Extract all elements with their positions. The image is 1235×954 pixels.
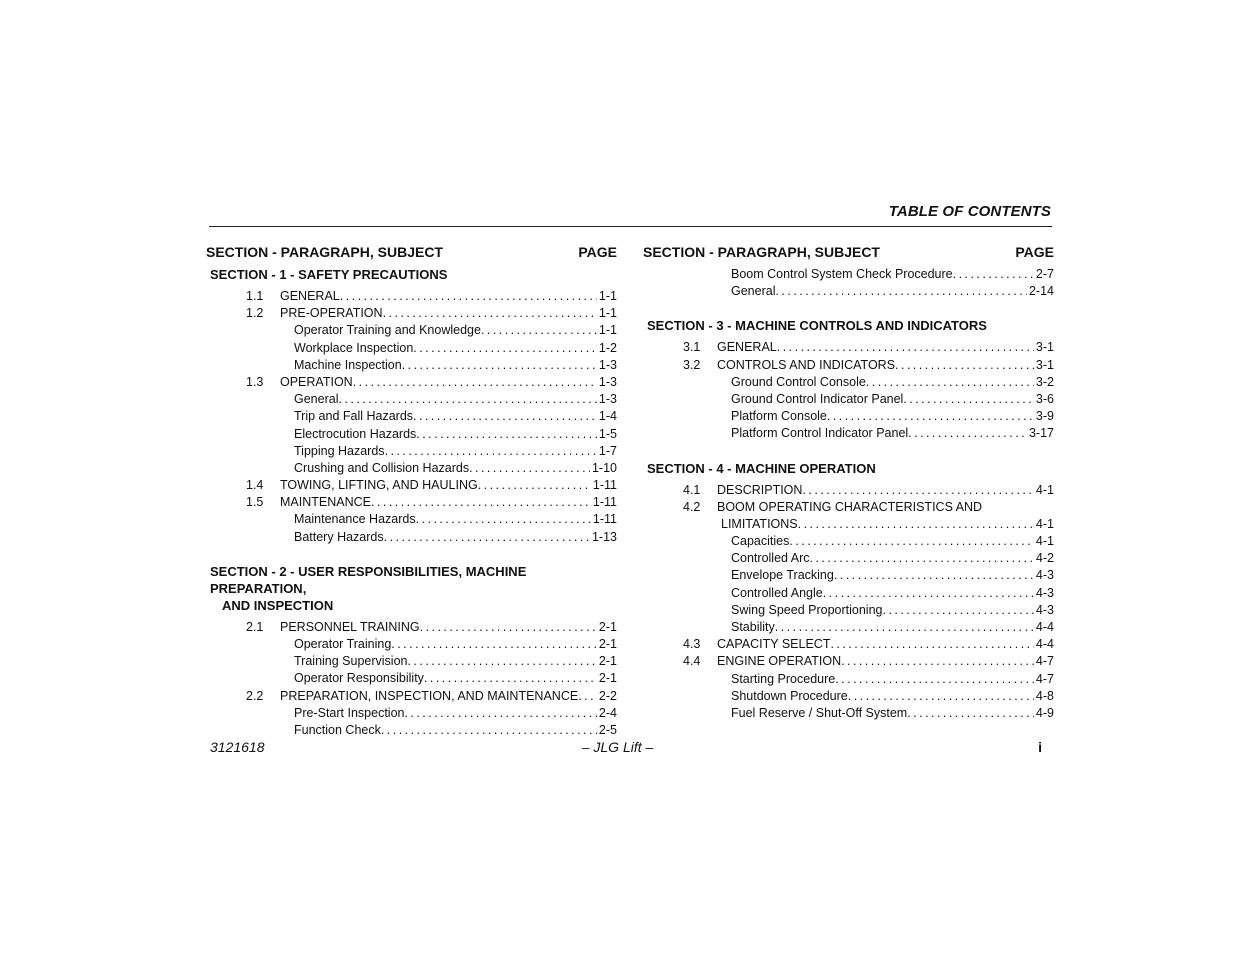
entry-line bbox=[731, 374, 1054, 391]
entry-label: CAPACITY SELECT bbox=[717, 637, 831, 652]
dot-leader bbox=[866, 374, 1034, 391]
entry-label: GENERAL bbox=[717, 340, 777, 355]
entry-line bbox=[280, 688, 617, 705]
entry-page: 1-5 bbox=[598, 426, 617, 441]
dot-leader bbox=[407, 653, 596, 670]
entry-line bbox=[294, 340, 617, 357]
toc-entry[interactable] bbox=[643, 602, 1054, 619]
dot-leader bbox=[383, 305, 597, 322]
section-title-cont: AND INSPECTION bbox=[222, 597, 334, 613]
toc-entry[interactable] bbox=[643, 374, 1054, 391]
toc-entry[interactable] bbox=[206, 688, 617, 705]
dot-leader bbox=[789, 533, 1034, 550]
dot-leader bbox=[478, 477, 591, 494]
toc-entry[interactable] bbox=[643, 688, 1054, 705]
entry-label: MAINTENANCE bbox=[280, 495, 371, 510]
entry-label: OPERATION bbox=[280, 374, 353, 389]
entry-page: 4-3 bbox=[1035, 568, 1054, 583]
entry-page: 1-3 bbox=[598, 392, 617, 407]
entry-label: TOWING, LIFTING, AND HAULING bbox=[280, 478, 478, 493]
page-title: TABLE OF CONTENTS bbox=[888, 203, 1051, 220]
entry-line bbox=[731, 266, 1054, 283]
entry-label: Operator Training and Knowledge bbox=[294, 323, 481, 338]
entry-line bbox=[280, 305, 617, 322]
dot-leader bbox=[908, 425, 1027, 442]
toc-entry[interactable] bbox=[206, 653, 617, 670]
toc-entry[interactable] bbox=[206, 494, 617, 511]
dot-leader bbox=[810, 550, 1034, 567]
toc-entry[interactable] bbox=[643, 408, 1054, 425]
dot-leader bbox=[903, 391, 1034, 408]
footer-brand: – JLG Lift – bbox=[581, 739, 654, 755]
dot-leader bbox=[834, 567, 1034, 584]
toc-entry[interactable] bbox=[206, 670, 617, 687]
entry-line bbox=[717, 339, 1054, 356]
entry-label: Shutdown Procedure bbox=[731, 688, 848, 703]
toc-entry[interactable] bbox=[206, 288, 617, 305]
toc-entry[interactable] bbox=[643, 516, 1054, 533]
entry-page: 1-11 bbox=[592, 495, 617, 510]
toc-entry[interactable] bbox=[643, 619, 1054, 636]
entry-line bbox=[294, 357, 617, 374]
entry-page: 4-1 bbox=[1035, 482, 1054, 497]
entry-page: 4-4 bbox=[1035, 620, 1054, 634]
entry-page: 4-7 bbox=[1035, 654, 1054, 669]
spacer bbox=[643, 443, 1054, 460]
column-heading: SECTION - PARAGRAPH, SUBJECT bbox=[643, 244, 880, 260]
entry-page: 4-2 bbox=[1035, 551, 1054, 566]
section-heading bbox=[643, 460, 1054, 477]
entry-page: 1-11 bbox=[592, 478, 617, 493]
dot-leader bbox=[835, 671, 1034, 688]
entry-page: 4-3 bbox=[1035, 585, 1054, 600]
toc-entry[interactable] bbox=[206, 426, 617, 443]
entry-line bbox=[280, 374, 617, 391]
dot-leader bbox=[469, 460, 590, 477]
toc-entry[interactable] bbox=[206, 374, 617, 391]
dot-leader bbox=[385, 443, 597, 460]
toc-entry[interactable] bbox=[643, 499, 1054, 516]
toc-entry[interactable] bbox=[643, 339, 1054, 356]
section-title: SECTION - 4 - MACHINE OPERATION bbox=[647, 460, 876, 476]
entry-line bbox=[280, 494, 617, 511]
entry-label: Trip and Fall Hazards bbox=[294, 409, 414, 424]
entry-label: Boom Control System Check Procedure bbox=[731, 267, 953, 281]
page-heading: PAGE bbox=[1015, 244, 1054, 260]
doc-number: 3121618 bbox=[210, 739, 265, 755]
column-header bbox=[206, 244, 617, 266]
entry-number: 2.1 bbox=[246, 619, 264, 634]
toc-entry[interactable] bbox=[643, 705, 1054, 722]
entry-line bbox=[294, 653, 617, 670]
entry-page: 2-7 bbox=[1035, 267, 1054, 281]
dot-leader bbox=[404, 705, 596, 722]
spacer bbox=[643, 300, 1054, 317]
toc-entry[interactable] bbox=[643, 283, 1054, 300]
entry-number: 1.1 bbox=[246, 289, 264, 303]
toc-entry[interactable] bbox=[206, 322, 617, 339]
toc-entry[interactable] bbox=[206, 619, 617, 636]
entry-page: 2-1 bbox=[598, 671, 617, 686]
toc-entry[interactable] bbox=[206, 391, 617, 408]
toc-entry[interactable] bbox=[643, 482, 1054, 499]
dot-leader bbox=[402, 357, 597, 374]
entry-page: 1-3 bbox=[598, 374, 617, 389]
dot-leader bbox=[775, 283, 1026, 300]
toc-entry[interactable] bbox=[643, 653, 1054, 670]
entry-line bbox=[280, 288, 617, 305]
dot-leader bbox=[883, 602, 1034, 619]
entry-line bbox=[294, 426, 617, 443]
toc-entry[interactable] bbox=[206, 408, 617, 425]
entry-label: DESCRIPTION bbox=[717, 482, 803, 497]
entry-label: General bbox=[294, 392, 339, 407]
entry-line bbox=[280, 619, 617, 636]
entry-label: Fuel Reserve / Shut-Off System bbox=[731, 705, 908, 720]
entry-label: Maintenance Hazards bbox=[294, 512, 416, 527]
dot-leader bbox=[413, 408, 597, 425]
toc-column-right bbox=[643, 244, 1054, 722]
entry-page: 1-1 bbox=[598, 323, 617, 338]
entry-label: Platform Console bbox=[731, 409, 827, 424]
toc-entry[interactable] bbox=[643, 357, 1054, 374]
dot-leader bbox=[381, 722, 597, 739]
entry-page: 3-1 bbox=[1035, 357, 1054, 372]
entry-line bbox=[731, 585, 1054, 602]
entry-label: Battery Hazards bbox=[294, 529, 384, 544]
entry-line bbox=[717, 636, 1054, 653]
dot-leader bbox=[420, 619, 597, 636]
entry-label: PERSONNEL TRAINING bbox=[280, 619, 420, 634]
toc-entry[interactable] bbox=[206, 529, 617, 546]
toc-entry[interactable] bbox=[643, 391, 1054, 408]
entry-label: LIMITATIONS bbox=[721, 516, 798, 531]
section-heading bbox=[206, 266, 617, 283]
dot-leader bbox=[777, 339, 1034, 356]
entry-line bbox=[294, 529, 617, 546]
entry-line bbox=[294, 443, 617, 460]
entry-label: Training Supervision bbox=[294, 654, 408, 669]
toc-entry[interactable] bbox=[643, 671, 1054, 688]
entry-page: 1-7 bbox=[598, 443, 617, 458]
entry-label: BOOM OPERATING CHARACTERISTICS AND bbox=[717, 499, 983, 514]
column-header bbox=[643, 244, 1054, 266]
entry-page: 2-1 bbox=[598, 654, 617, 669]
entry-line bbox=[731, 671, 1054, 688]
entry-line bbox=[731, 283, 1054, 300]
entry-label: Function Check bbox=[294, 722, 381, 737]
entry-page: 1-1 bbox=[598, 289, 617, 303]
entry-label: Operator Responsibility bbox=[294, 671, 424, 686]
entry-label: Electrocution Hazards bbox=[294, 426, 417, 441]
toc-body bbox=[643, 266, 1054, 722]
dot-leader bbox=[895, 357, 1034, 374]
dot-leader bbox=[340, 288, 597, 305]
entry-label: Machine Inspection bbox=[294, 357, 402, 372]
entry-number: 1.5 bbox=[246, 495, 264, 510]
toc-entry[interactable] bbox=[643, 567, 1054, 584]
dot-leader bbox=[391, 636, 597, 653]
entry-line bbox=[731, 408, 1054, 425]
dot-leader bbox=[578, 688, 597, 705]
entry-line bbox=[717, 482, 1054, 499]
toc-entry[interactable] bbox=[206, 511, 617, 528]
entry-label: GENERAL bbox=[280, 289, 340, 303]
entry-number: 4.4 bbox=[683, 654, 701, 669]
entry-line bbox=[717, 499, 1054, 516]
entry-number: 1.2 bbox=[246, 306, 264, 321]
entry-label: Controlled Angle bbox=[731, 585, 823, 600]
section-title: SECTION - 1 - SAFETY PRECAUTIONS bbox=[210, 267, 448, 282]
entry-page: 2-4 bbox=[598, 705, 617, 720]
toc-entry[interactable] bbox=[643, 266, 1054, 283]
toc-entry[interactable] bbox=[643, 550, 1054, 567]
section-title: SECTION - 2 - USER RESPONSIBILITIES, MACHINE PREPARATION, bbox=[210, 563, 527, 596]
entry-line bbox=[731, 550, 1054, 567]
toc-entry[interactable] bbox=[206, 705, 617, 722]
entry-line bbox=[717, 357, 1054, 374]
entry-line bbox=[294, 460, 617, 477]
page-number: i bbox=[1038, 739, 1042, 755]
entry-label: CONTROLS AND INDICATORS bbox=[717, 357, 896, 372]
dot-leader bbox=[481, 322, 597, 339]
entry-line bbox=[731, 391, 1054, 408]
entry-line bbox=[294, 705, 617, 722]
entry-label: PRE-OPERATION bbox=[280, 306, 383, 321]
dot-leader bbox=[823, 585, 1034, 602]
entry-page: 4-3 bbox=[1035, 602, 1054, 617]
dot-leader bbox=[775, 619, 1034, 636]
section-heading bbox=[206, 563, 617, 614]
entry-line bbox=[721, 516, 1054, 533]
toc-entry[interactable] bbox=[206, 477, 617, 494]
toc-entry[interactable] bbox=[206, 340, 617, 357]
dot-leader bbox=[384, 529, 590, 546]
toc-entry[interactable] bbox=[643, 585, 1054, 602]
toc-entry[interactable] bbox=[643, 425, 1054, 442]
dot-leader bbox=[841, 653, 1034, 670]
entry-label: Crushing and Collision Hazards bbox=[294, 460, 470, 475]
dot-leader bbox=[798, 516, 1034, 533]
section-title: SECTION - 3 - MACHINE CONTROLS AND INDICATORS bbox=[647, 318, 987, 334]
entry-line bbox=[731, 705, 1054, 722]
entry-label: General bbox=[731, 284, 776, 299]
entry-line bbox=[731, 602, 1054, 619]
entry-label: Workplace Inspection bbox=[294, 340, 414, 355]
entry-page: 2-2 bbox=[598, 688, 617, 703]
toc-entry[interactable] bbox=[643, 533, 1054, 550]
entry-line bbox=[294, 322, 617, 339]
entry-line bbox=[731, 425, 1054, 442]
toc-entry[interactable] bbox=[206, 357, 617, 374]
entry-page: 1-4 bbox=[598, 409, 617, 424]
entry-line bbox=[731, 619, 1054, 636]
entry-label: Ground Control Indicator Panel bbox=[731, 391, 904, 406]
entry-label: Starting Procedure bbox=[731, 671, 836, 686]
entry-page: 4-9 bbox=[1035, 705, 1054, 720]
dot-leader bbox=[827, 408, 1034, 425]
entry-page: 3-1 bbox=[1035, 340, 1054, 355]
toc-entry[interactable] bbox=[206, 305, 617, 322]
entry-page: 4-1 bbox=[1035, 534, 1054, 549]
toc-body bbox=[206, 266, 617, 739]
entry-label: Ground Control Console bbox=[731, 374, 866, 389]
entry-page: 1-1 bbox=[598, 306, 617, 321]
entry-label: Stability bbox=[731, 620, 775, 634]
entry-label: Swing Speed Proportioning bbox=[731, 602, 883, 617]
entry-page: 4-4 bbox=[1035, 637, 1054, 652]
dot-leader bbox=[353, 374, 597, 391]
entry-page: 2-1 bbox=[598, 619, 617, 634]
toc-entry[interactable] bbox=[206, 443, 617, 460]
entry-line bbox=[731, 567, 1054, 584]
dot-leader bbox=[416, 426, 597, 443]
entry-line bbox=[294, 511, 617, 528]
toc-entry[interactable] bbox=[206, 636, 617, 653]
entry-page: 3-17 bbox=[1028, 426, 1054, 441]
entry-label: Tipping Hazards bbox=[294, 443, 385, 458]
dot-leader bbox=[907, 705, 1034, 722]
dot-leader bbox=[424, 670, 597, 687]
dot-leader bbox=[953, 266, 1034, 283]
section-heading bbox=[643, 317, 1054, 334]
entry-label: Controlled Arc bbox=[731, 551, 810, 566]
entry-line bbox=[294, 636, 617, 653]
entry-label: Operator Training bbox=[294, 637, 392, 651]
dot-leader bbox=[371, 494, 591, 511]
entry-line bbox=[280, 477, 617, 494]
toc-entry[interactable] bbox=[206, 460, 617, 477]
toc-entry[interactable] bbox=[206, 722, 617, 739]
entry-number: 3.1 bbox=[683, 340, 701, 355]
entry-line bbox=[731, 688, 1054, 705]
entry-number: 4.3 bbox=[683, 637, 701, 652]
toc-column-left bbox=[206, 244, 617, 739]
entry-page: 1-11 bbox=[592, 512, 617, 527]
entry-number: 3.2 bbox=[683, 357, 701, 372]
dot-leader bbox=[416, 511, 591, 528]
column-heading: SECTION - PARAGRAPH, SUBJECT bbox=[206, 244, 443, 260]
dot-leader bbox=[413, 340, 597, 357]
entry-page: 4-8 bbox=[1035, 688, 1054, 703]
header-rule bbox=[209, 226, 1052, 227]
entry-page: 3-9 bbox=[1035, 409, 1054, 424]
page-heading: PAGE bbox=[578, 244, 617, 260]
entry-page: 3-6 bbox=[1035, 391, 1054, 406]
dot-leader bbox=[830, 636, 1033, 653]
entry-line bbox=[294, 408, 617, 425]
entry-number: 4.2 bbox=[683, 499, 701, 514]
entry-page: 2-14 bbox=[1028, 284, 1054, 299]
entry-page: 3-2 bbox=[1035, 374, 1054, 389]
entry-line bbox=[294, 722, 617, 739]
entry-number: 1.3 bbox=[246, 374, 264, 389]
spacer bbox=[206, 546, 617, 563]
entry-label: Capacities bbox=[731, 534, 790, 549]
entry-page: 1-2 bbox=[598, 340, 617, 355]
entry-line bbox=[294, 670, 617, 687]
entry-page: 1-10 bbox=[591, 460, 617, 475]
entry-number: 2.2 bbox=[246, 688, 264, 703]
toc-entry[interactable] bbox=[643, 636, 1054, 653]
entry-page: 1-3 bbox=[598, 357, 617, 372]
entry-page: 2-5 bbox=[598, 722, 617, 737]
entry-number: 4.1 bbox=[683, 482, 701, 497]
entry-page: 1-13 bbox=[591, 529, 617, 544]
entry-line bbox=[294, 391, 617, 408]
dot-leader bbox=[802, 482, 1033, 499]
entry-page: 2-1 bbox=[598, 637, 617, 651]
entry-label: Pre-Start Inspection bbox=[294, 705, 405, 720]
entry-line bbox=[717, 653, 1054, 670]
entry-number: 1.4 bbox=[246, 478, 264, 493]
entry-page: 4-1 bbox=[1035, 516, 1054, 531]
dot-leader bbox=[848, 688, 1034, 705]
entry-label: Envelope Tracking bbox=[731, 568, 834, 583]
entry-label: Platform Control Indicator Panel bbox=[731, 426, 909, 441]
entry-label: ENGINE OPERATION bbox=[717, 654, 842, 669]
entry-page: 4-7 bbox=[1035, 671, 1054, 686]
dot-leader bbox=[338, 391, 596, 408]
entry-line bbox=[731, 533, 1054, 550]
entry-label: PREPARATION, INSPECTION, AND MAINTENANCE bbox=[280, 688, 579, 703]
